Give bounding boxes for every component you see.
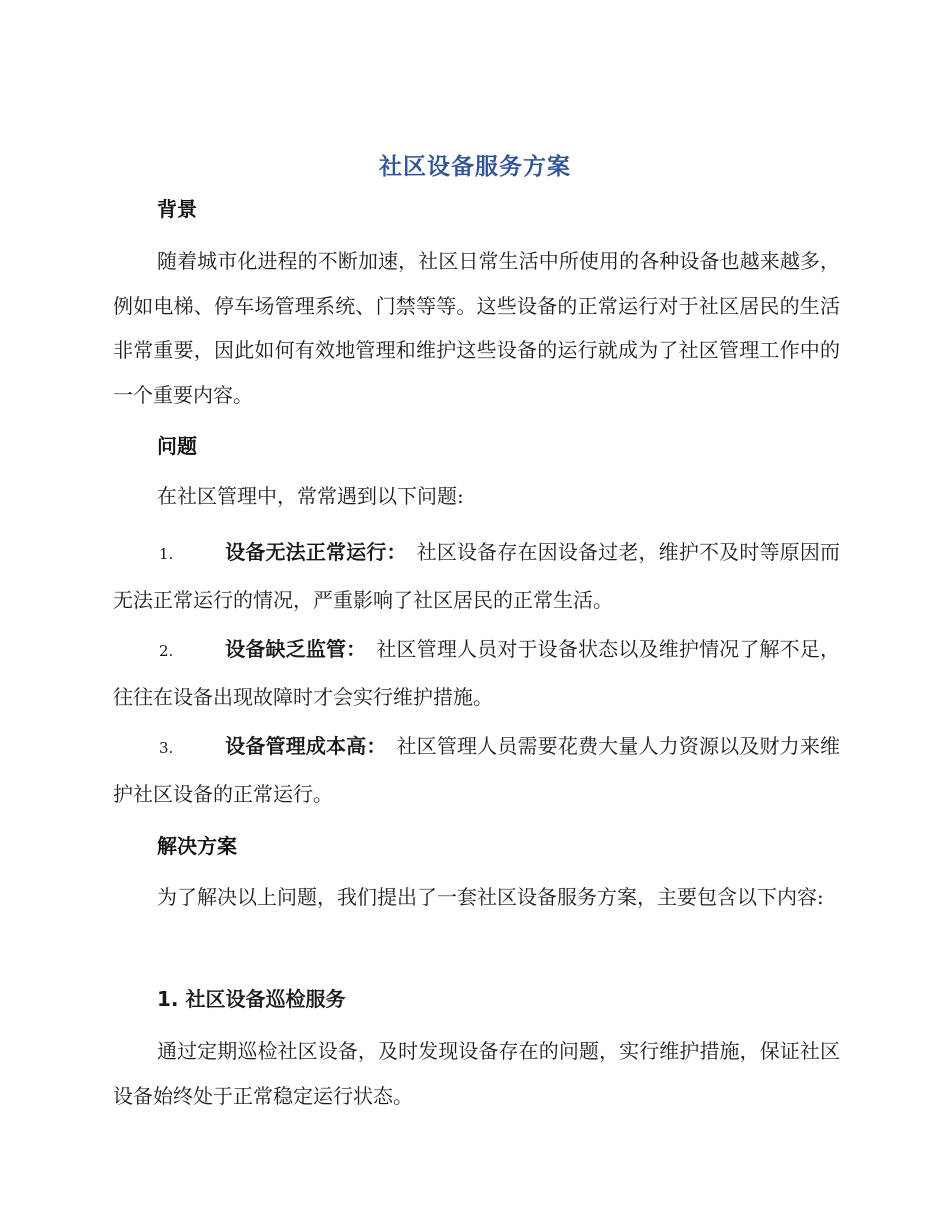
problem-item-text: 社区管理人员对于设备状态以及维护情况了解不足，往往在设备出现故障时才会实行维护措施。: [113, 637, 841, 709]
subsection-heading: 1. 社区设备巡检服务: [157, 987, 346, 1011]
problem-item-lead: 设备管理成本高：: [225, 734, 387, 758]
problem-item: [113, 723, 840, 817]
section-heading-solution: 解决方案: [157, 834, 237, 858]
subsection-paragraph: 通过定期巡检社区设备，及时发现设备存在的问题，实行维护措施，保证社区设备始终处于正常稳定运行状态。: [113, 1039, 840, 1108]
problem-item-lead: 设备缺乏监管：: [225, 637, 367, 661]
problem-item-number: 1.: [159, 545, 174, 563]
document-title: 社区设备服务方案: [379, 154, 571, 180]
problem-item-number: 2.: [159, 642, 174, 660]
problem-item-number: 3.: [159, 739, 174, 757]
problem-item: [113, 626, 840, 720]
solution-intro: 为了解决以上问题，我们提出了一套社区设备服务方案，主要包含以下内容:: [157, 885, 824, 909]
problem-item-text: 社区设备存在因设备过老，维护不及时等原因而无法正常运行的情况，严重影响了社区居民的正常生活。: [113, 540, 841, 612]
section-heading-background: 背景: [157, 197, 197, 221]
problems-intro: 在社区管理中，常常遇到以下问题:: [157, 484, 464, 508]
background-paragraph: 随着城市化进程的不断加速，社区日常生活中所使用的各种设备也越来越多，例如电梯、停车场管理系统、门禁等等。这些设备的正常运行对于社区居民的生活非常重要，因此如何有效地管理和维护这些设备的运行就成为了社区管理工作中的一个重要内容。: [113, 249, 840, 407]
problem-item-lead: 设备无法正常运行：: [225, 540, 407, 564]
problem-item-text: 社区管理人员需要花费大量人力资源以及财力来维护社区设备的正常运行。: [113, 734, 840, 806]
section-heading-problems: 问题: [157, 434, 197, 458]
problem-item: [113, 529, 840, 623]
